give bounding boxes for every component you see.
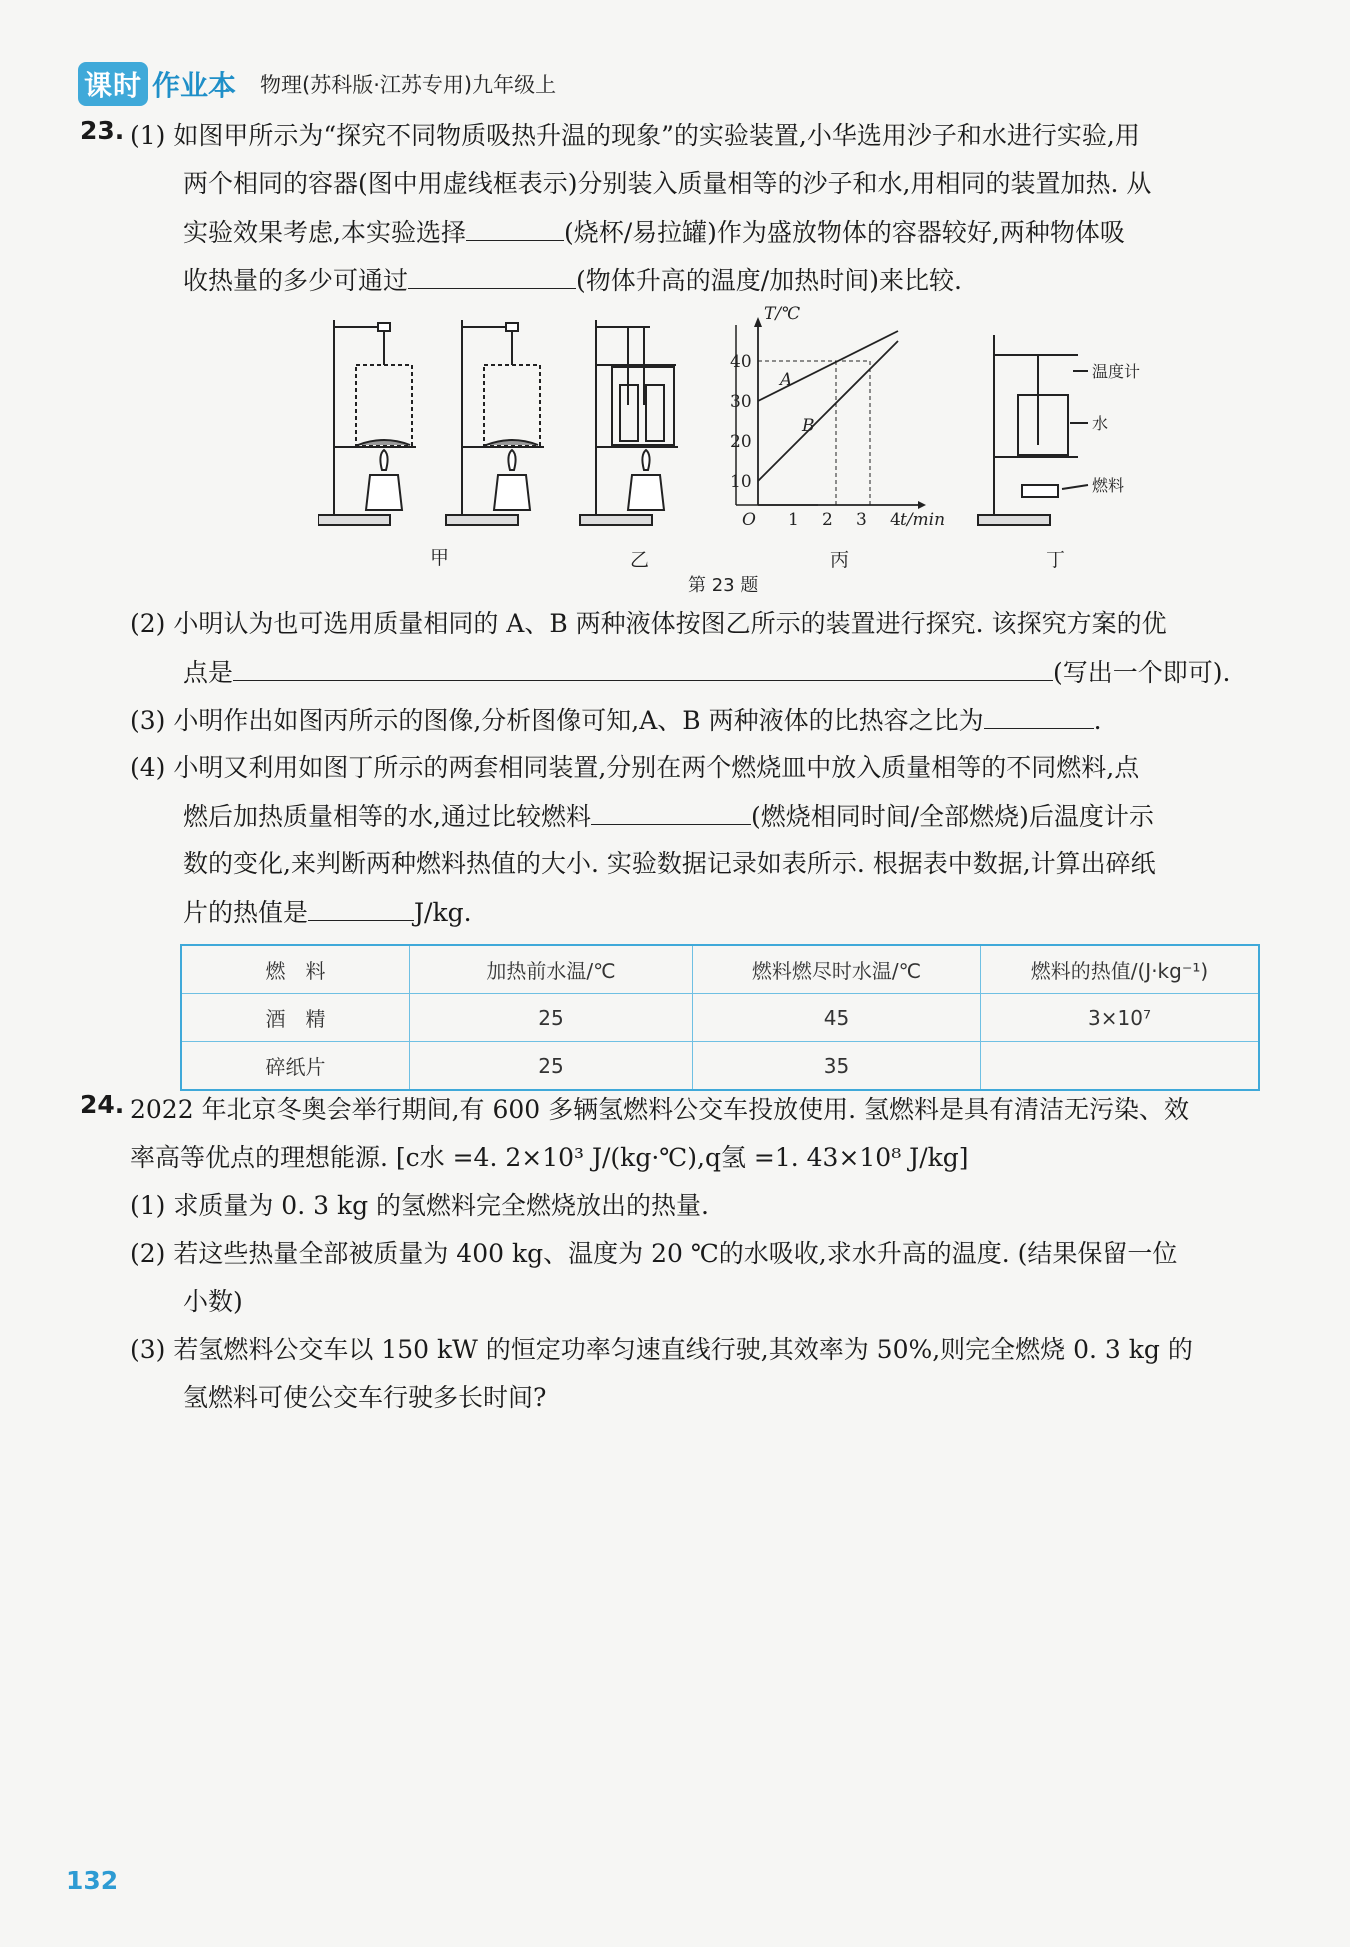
q23-part4-line2-b: (燃烧相同时间/全部燃烧)后温度计示 bbox=[750, 802, 1154, 831]
q23-part1-line3-b: (烧杯/易拉罐)作为盛放物体的容器较好,两种物体吸 bbox=[563, 218, 1125, 247]
series-logo bbox=[78, 62, 236, 106]
graph-y-label: T/℃ bbox=[764, 305, 801, 324]
answer-blank[interactable] bbox=[233, 652, 1053, 681]
logo-rest: 作业本 bbox=[152, 69, 237, 102]
figure-23 bbox=[318, 305, 1148, 595]
table-row bbox=[181, 994, 1259, 1042]
q23-part2-line2 bbox=[183, 652, 1230, 689]
q23-part1-line3 bbox=[183, 212, 1125, 249]
figure-label-ding: 丁 bbox=[1046, 549, 1066, 571]
table-cell: 45 bbox=[693, 994, 981, 1042]
q24-sub3-line2: 氢燃料可使公交车行驶多长时间? bbox=[183, 1383, 547, 1412]
fuel-data-table bbox=[180, 944, 1260, 1091]
table-header: 燃 料 bbox=[181, 945, 410, 994]
q23-part1-line2: 两个相同的容器(图中用虚线框表示)分别装入质量相等的沙子和水,用相同的装置加热. 从 bbox=[183, 169, 1152, 198]
q23-part4-line3: 数的变化,来判断两种燃料热值的大小. 实验数据记录如表所示. 根据表中数据,计算出碎纸 bbox=[183, 849, 1156, 878]
graph-ytick: 10 bbox=[730, 472, 752, 492]
q23-part2-line1: (2) 小明认为也可选用质量相同的 A、B 两种液体按图乙所示的装置进行探究. 该探究方案的优 bbox=[130, 609, 1167, 638]
table-header: 燃料燃尽时水温/℃ bbox=[693, 945, 981, 994]
page-number: 132 bbox=[66, 1866, 119, 1895]
graph-xtick: 2 bbox=[822, 510, 833, 530]
table-cell: 25 bbox=[410, 994, 693, 1042]
apparatus-jia-left bbox=[318, 320, 416, 525]
q23-part4-line4-b: J/kg. bbox=[414, 898, 472, 927]
q24-sub3-line1: (3) 若氢燃料公交车以 150 kW 的恒定功率匀速直线行驶,其效率为 50%,则完全燃烧 0. 3 kg 的 bbox=[130, 1335, 1193, 1364]
q23-part4-line4-a: 片的热值是 bbox=[183, 898, 309, 927]
figure-label-yi: 乙 bbox=[630, 549, 650, 571]
graph-line-a-label: A bbox=[780, 370, 793, 390]
answer-blank[interactable] bbox=[466, 212, 564, 241]
q23-part2-line2-a: 点是 bbox=[183, 658, 234, 687]
q23-part4-line1: (4) 小明又利用如图丁所示的两套相同装置,分别在两个燃烧皿中放入质量相等的不同燃料,点 bbox=[130, 753, 1140, 782]
q23-part4-line2 bbox=[183, 796, 1154, 833]
table-cell: 碎纸片 bbox=[181, 1042, 410, 1091]
label-thermometer: 温度计 bbox=[1092, 362, 1141, 381]
q24-sub2-line2: 小数) bbox=[183, 1287, 243, 1316]
answer-blank[interactable] bbox=[308, 892, 414, 921]
q23-part1-line4-a: 收热量的多少可通过 bbox=[183, 266, 409, 295]
q23-part1-line3-a: 实验效果考虑,本实验选择 bbox=[183, 218, 466, 247]
answer-blank[interactable] bbox=[591, 796, 751, 825]
table-cell: 25 bbox=[410, 1042, 693, 1091]
table-header: 燃料的热值/(J·kg⁻¹) bbox=[981, 945, 1260, 994]
q23-part4-line2-a: 燃后加热质量相等的水,通过比较燃料 bbox=[183, 802, 591, 831]
table-cell: 35 bbox=[693, 1042, 981, 1091]
graph-ytick: 30 bbox=[730, 392, 752, 412]
label-fuel: 燃料 bbox=[1092, 476, 1125, 495]
table-header: 加热前水温/℃ bbox=[410, 945, 693, 994]
q24-line2: 率高等优点的理想能源. [c水 =4. 2×10³ J/(kg·℃),q氢 =1. 43×10⁸ J/kg] bbox=[130, 1143, 969, 1172]
graph-xtick: 3 bbox=[856, 510, 867, 530]
q24-line1: 2022 年北京冬奥会举行期间,有 600 多辆氢燃料公交车投放使用. 氢燃料是具有清洁无污染、效 bbox=[130, 1095, 1190, 1124]
q23-part1-line4-b: (物体升高的温度/加热时间)来比较. bbox=[576, 266, 962, 295]
table-header-row bbox=[181, 945, 1259, 994]
figure-label-bing: 丙 bbox=[830, 549, 850, 571]
apparatus-ding bbox=[978, 335, 1088, 525]
label-water: 水 bbox=[1092, 414, 1109, 433]
q23-part3-b: . bbox=[1093, 706, 1102, 735]
apparatus-yi bbox=[580, 320, 678, 525]
table-cell: 酒 精 bbox=[181, 994, 410, 1042]
graph-x-label: t/min bbox=[900, 510, 946, 530]
answer-blank[interactable] bbox=[408, 260, 576, 289]
subject-title: 物理(苏科版·江苏专用)九年级上 bbox=[260, 73, 557, 97]
q23-part3-a: (3) 小明作出如图丙所示的图像,分析图像可知,A、B 两种液体的比热容之比为 bbox=[130, 706, 984, 735]
graph-line-b-label: B bbox=[802, 416, 815, 436]
q23-part1-line1: (1) 如图甲所示为“探究不同物质吸热升温的现象”的实验装置,小华选用沙子和水进行实验,用 bbox=[130, 121, 1140, 150]
apparatus-jia-right bbox=[446, 320, 544, 525]
graph-xtick: 1 bbox=[788, 510, 799, 530]
graph-ytick: 20 bbox=[730, 432, 752, 452]
graph-origin: O bbox=[742, 510, 756, 530]
q23-part2-line2-b: (写出一个即可). bbox=[1053, 658, 1231, 687]
q23-part3 bbox=[130, 700, 1102, 737]
table-cell: 3×10⁷ bbox=[981, 994, 1260, 1042]
table-row bbox=[181, 1042, 1259, 1091]
page-header bbox=[78, 62, 556, 106]
table-cell bbox=[981, 1042, 1260, 1091]
q23-part1-line4 bbox=[183, 260, 962, 297]
q23-part4-line4 bbox=[183, 892, 472, 929]
graph-ytick: 40 bbox=[730, 352, 752, 372]
q24-sub1: (1) 求质量为 0. 3 kg 的氢燃料完全燃烧放出的热量. bbox=[130, 1191, 710, 1220]
q24-sub2-line1: (2) 若这些热量全部被质量为 400 kg、温度为 20 ℃的水吸收,求水升高的温度. (结果保留一位 bbox=[130, 1239, 1178, 1268]
figure-label-jia: 甲 bbox=[430, 547, 450, 569]
answer-blank[interactable] bbox=[984, 700, 1094, 729]
graph-xtick: 4 bbox=[890, 510, 901, 530]
question-number-23: 23. bbox=[80, 116, 125, 145]
question-number-24: 24. bbox=[80, 1090, 125, 1119]
temperature-time-graph bbox=[730, 305, 945, 530]
figure-caption: 第 23 题 bbox=[688, 575, 759, 596]
logo-main: 课时 bbox=[78, 62, 148, 106]
